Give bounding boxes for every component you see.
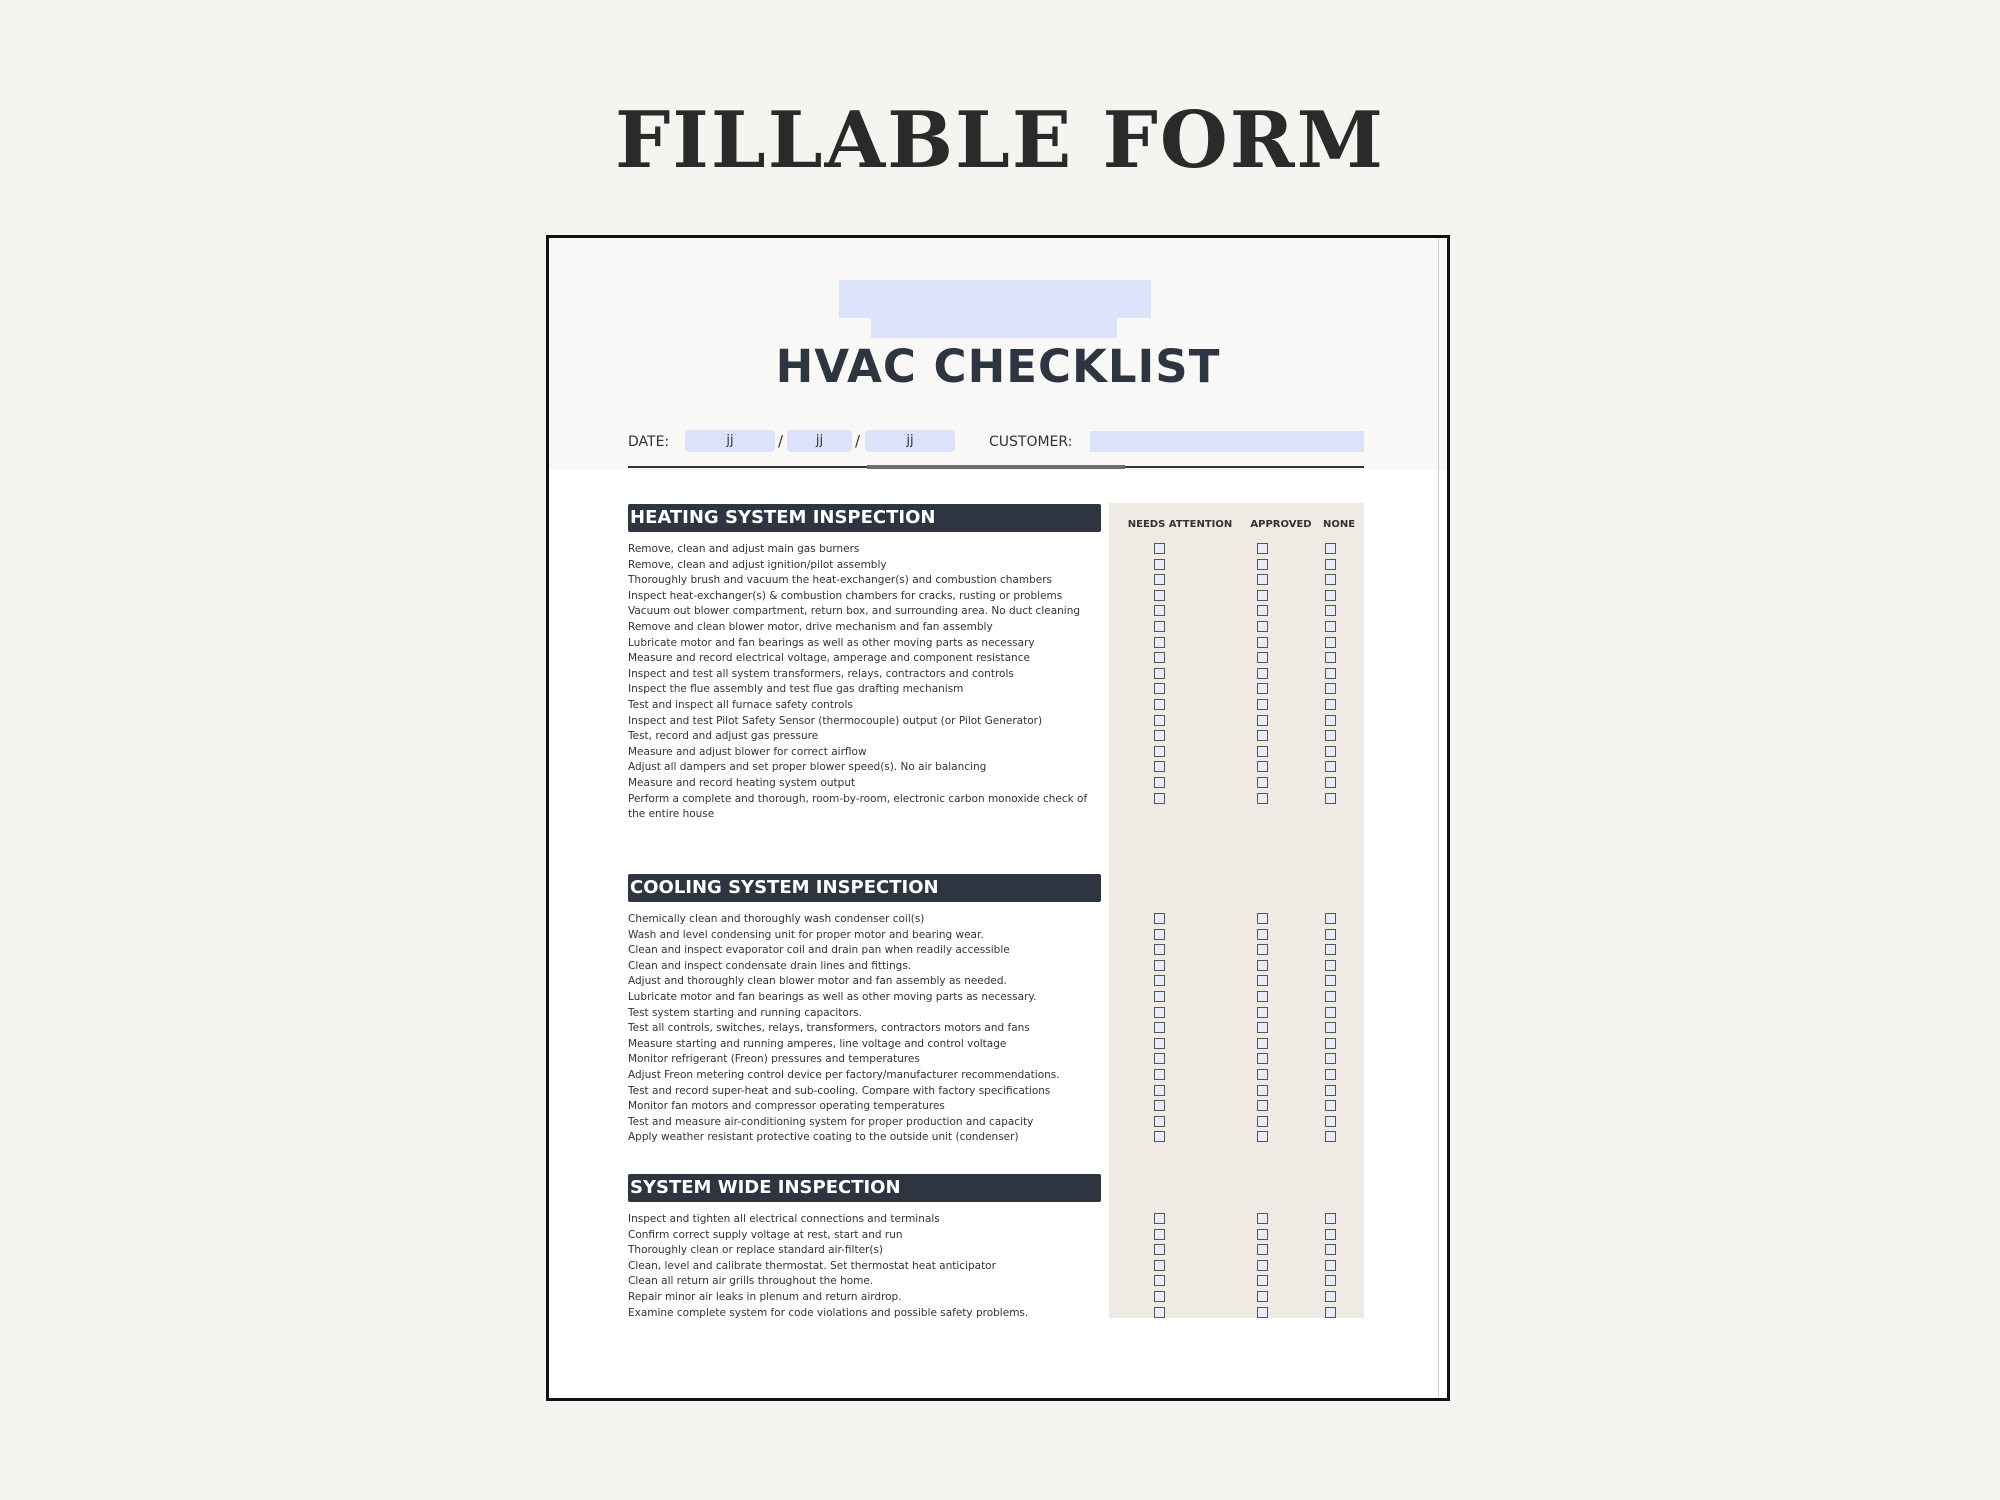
checkbox-needs-attention[interactable] <box>1154 683 1165 694</box>
checklist-row <box>628 698 1364 714</box>
checklist-item-label: Clean all return air grills throughout the home. <box>628 1275 874 1288</box>
checkbox-needs-attention[interactable] <box>1154 621 1165 632</box>
checkbox-none[interactable] <box>1325 1260 1336 1271</box>
checkbox-none[interactable] <box>1325 991 1336 1002</box>
checkbox-approved[interactable] <box>1257 746 1268 757</box>
checklist-row <box>628 620 1364 636</box>
checkbox-approved[interactable] <box>1257 543 1268 554</box>
checkbox-none[interactable] <box>1325 574 1336 585</box>
checkbox-needs-attention[interactable] <box>1154 960 1165 971</box>
checkbox-none[interactable] <box>1325 605 1336 616</box>
checkbox-none[interactable] <box>1325 1053 1336 1064</box>
checkbox-needs-attention[interactable] <box>1154 1244 1165 1255</box>
checkbox-approved[interactable] <box>1257 605 1268 616</box>
banner-title: FILLABLE FORM <box>615 95 1385 186</box>
checkbox-none[interactable] <box>1325 777 1336 788</box>
checkbox-none[interactable] <box>1325 960 1336 971</box>
checklist-item-label: Clean, level and calibrate thermostat. Set thermostat heat anticipator <box>628 1259 996 1272</box>
checklist-item-label: Test, record and adjust gas pressure <box>628 730 819 743</box>
checkbox-none[interactable] <box>1325 929 1336 940</box>
checkbox-approved[interactable] <box>1257 1213 1268 1224</box>
checkbox-approved[interactable] <box>1257 944 1268 955</box>
checklist-item-label: Test all controls, switches, relays, transformers, contractors motors and fans <box>628 1022 1030 1035</box>
section-title: HEATING SYSTEM INSPECTION <box>628 504 1101 532</box>
checkbox-needs-attention[interactable] <box>1154 1307 1165 1318</box>
checklist-row <box>628 1130 1364 1146</box>
checklist-item-label: Test and measure air-conditioning system for proper production and capacity <box>628 1115 1034 1128</box>
checkbox-approved[interactable] <box>1257 668 1268 679</box>
checkbox-needs-attention[interactable] <box>1154 1022 1165 1033</box>
section-heating <box>628 504 1364 823</box>
checkbox-approved[interactable] <box>1257 1275 1268 1286</box>
checkbox-needs-attention[interactable] <box>1154 730 1165 741</box>
date-day-field[interactable]: jj <box>685 430 775 452</box>
checklist-item-label: Adjust and thoroughly clean blower motor and fan assembly as needed. <box>628 975 1007 988</box>
checklist-item-label: Vacuum out blower compartment, return box, and surrounding area. No duct cleaning <box>628 605 1081 618</box>
checklist-item-label: Lubricate motor and fan bearings as well as other moving parts as necessary. <box>628 990 1037 1003</box>
checklist-row <box>628 682 1364 698</box>
checkbox-needs-attention[interactable] <box>1154 777 1165 788</box>
checkbox-needs-attention[interactable] <box>1154 668 1165 679</box>
checklist-row <box>628 558 1364 574</box>
checkbox-approved[interactable] <box>1257 683 1268 694</box>
checkbox-approved[interactable] <box>1257 730 1268 741</box>
checkbox-none[interactable] <box>1325 1229 1336 1240</box>
checkbox-needs-attention[interactable] <box>1154 605 1165 616</box>
checkbox-approved[interactable] <box>1257 1022 1268 1033</box>
checklist-item-label: Inspect and tighten all electrical connections and terminals <box>628 1213 940 1225</box>
checkbox-approved[interactable] <box>1257 1244 1268 1255</box>
checkbox-needs-attention[interactable] <box>1154 991 1165 1002</box>
checkbox-none[interactable] <box>1325 793 1336 804</box>
checkbox-none[interactable] <box>1325 1038 1336 1049</box>
checkbox-needs-attention[interactable] <box>1154 652 1165 663</box>
customer-field[interactable] <box>1090 431 1364 452</box>
checklist-row <box>628 714 1364 730</box>
checkbox-approved[interactable] <box>1257 699 1268 710</box>
checklist-item-label: Remove and clean blower motor, drive mechanism and fan assembly <box>628 620 993 633</box>
checklist-item-label: Measure starting and running amperes, line voltage and control voltage <box>628 1037 1007 1050</box>
checkbox-approved[interactable] <box>1257 1100 1268 1111</box>
checklist-row <box>628 636 1364 652</box>
checklist-row <box>628 1243 1364 1259</box>
checklist-item-label: Thoroughly clean or replace standard air-filter(s) <box>628 1244 884 1257</box>
checklist-row <box>628 928 1364 944</box>
checkbox-needs-attention[interactable] <box>1154 1007 1165 1018</box>
column-header-approved: APPROVED <box>1250 519 1312 530</box>
checkbox-none[interactable] <box>1325 1069 1336 1080</box>
checkbox-none[interactable] <box>1325 1291 1336 1302</box>
checkbox-needs-attention[interactable] <box>1154 1038 1165 1049</box>
checkbox-none[interactable] <box>1325 715 1336 726</box>
checklist-item-label: Remove, clean and adjust ignition/pilot assembly <box>628 558 887 571</box>
checkbox-none[interactable] <box>1325 1116 1336 1127</box>
checkbox-approved[interactable] <box>1257 1085 1268 1096</box>
checkbox-none[interactable] <box>1325 559 1336 570</box>
checkbox-needs-attention[interactable] <box>1154 1069 1165 1080</box>
checkbox-none[interactable] <box>1325 730 1336 741</box>
checkbox-approved[interactable] <box>1257 793 1268 804</box>
date-label: DATE: <box>628 434 670 450</box>
checkbox-none[interactable] <box>1325 1100 1336 1111</box>
checklist-row <box>628 729 1364 745</box>
checklist-row <box>628 776 1364 792</box>
checkbox-none[interactable] <box>1325 1007 1336 1018</box>
checklist-item-label: Test and record super-heat and sub-cooling. Compare with factory specifications <box>628 1084 1051 1097</box>
checklist-row <box>628 604 1364 620</box>
checkbox-none[interactable] <box>1325 652 1336 663</box>
checklist-row <box>628 1021 1364 1037</box>
checklist-row <box>628 1052 1364 1068</box>
checkbox-approved[interactable] <box>1257 975 1268 986</box>
checkbox-needs-attention[interactable] <box>1154 574 1165 585</box>
checkbox-none[interactable] <box>1325 975 1336 986</box>
checkbox-approved[interactable] <box>1257 590 1268 601</box>
checkbox-none[interactable] <box>1325 590 1336 601</box>
header-divider-accent <box>867 465 1125 469</box>
checkbox-needs-attention[interactable] <box>1154 1229 1165 1240</box>
checkbox-approved[interactable] <box>1257 652 1268 663</box>
checkbox-needs-attention[interactable] <box>1154 929 1165 940</box>
checklist-row <box>628 573 1364 589</box>
checkbox-needs-attention[interactable] <box>1154 1116 1165 1127</box>
checkbox-none[interactable] <box>1325 1085 1336 1096</box>
section-title: COOLING SYSTEM INSPECTION <box>628 874 1101 902</box>
checklist-row <box>628 760 1364 776</box>
checkbox-none[interactable] <box>1325 683 1336 694</box>
checkbox-needs-attention[interactable] <box>1154 975 1165 986</box>
checklist-row <box>628 943 1364 959</box>
checkbox-none[interactable] <box>1325 1275 1336 1286</box>
column-header-none: NONE <box>1322 519 1356 530</box>
checkbox-none[interactable] <box>1325 1244 1336 1255</box>
logo-subfield[interactable] <box>871 318 1117 338</box>
date-year-field[interactable]: jj <box>865 430 955 452</box>
checkbox-none[interactable] <box>1325 1213 1336 1224</box>
checkbox-approved[interactable] <box>1257 913 1268 924</box>
checklist-item-label: Perform a complete and thorough, room-by-room, electronic carbon monoxide check of the entire house <box>628 792 1088 821</box>
checkbox-approved[interactable] <box>1257 1038 1268 1049</box>
date-separator: / <box>855 432 861 450</box>
checklist-row <box>628 1228 1364 1244</box>
checkbox-none[interactable] <box>1325 637 1336 648</box>
checklist-row <box>628 990 1364 1006</box>
checkbox-needs-attention[interactable] <box>1154 1260 1165 1271</box>
checkbox-needs-attention[interactable] <box>1154 746 1165 757</box>
checklist-item-label: Measure and record heating system output <box>628 776 856 789</box>
checkbox-needs-attention[interactable] <box>1154 559 1165 570</box>
checklist-row <box>628 1037 1364 1053</box>
checklist-item-label: Adjust Freon metering control device per factory/manufacturer recommendations. <box>628 1068 1060 1081</box>
checklist-row <box>628 974 1364 990</box>
checkbox-approved[interactable] <box>1257 1069 1268 1080</box>
checkbox-none[interactable] <box>1325 1307 1336 1318</box>
checklist-row <box>628 667 1364 683</box>
checkbox-needs-attention[interactable] <box>1154 543 1165 554</box>
checkbox-needs-attention[interactable] <box>1154 1085 1165 1096</box>
checkbox-none[interactable] <box>1325 621 1336 632</box>
checkbox-approved[interactable] <box>1257 991 1268 1002</box>
checkbox-needs-attention[interactable] <box>1154 1131 1165 1142</box>
checkbox-approved[interactable] <box>1257 637 1268 648</box>
checklist-item-label: Test and inspect all furnace safety controls <box>628 698 853 711</box>
checklist-item-label: Thoroughly brush and vacuum the heat-exchanger(s) and combustion chambers <box>628 574 1052 587</box>
checklist-row <box>628 1290 1364 1306</box>
checkbox-approved[interactable] <box>1257 574 1268 585</box>
checklist-item-label: Measure and adjust blower for correct airflow <box>628 745 867 758</box>
checklist-item-label: Apply weather resistant protective coating to the outside unit (condenser) <box>628 1131 1019 1144</box>
checkbox-needs-attention[interactable] <box>1154 699 1165 710</box>
checkbox-needs-attention[interactable] <box>1154 715 1165 726</box>
checklist-item-label: Repair minor air leaks in plenum and return airdrop. <box>628 1290 902 1303</box>
checklist-item-label: Clean and inspect evaporator coil and drain pan when readily accessible <box>628 944 1010 957</box>
form-title: HVAC CHECKLIST <box>775 340 1221 393</box>
checklist-row <box>628 959 1364 975</box>
checkbox-approved[interactable] <box>1257 960 1268 971</box>
checklist-item-label: Inspect and test Pilot Safety Sensor (thermocouple) output (or Pilot Generator) <box>628 714 1043 727</box>
checkbox-none[interactable] <box>1325 699 1336 710</box>
checkbox-approved[interactable] <box>1257 761 1268 772</box>
checklist-item-label: Remove, clean and adjust main gas burners <box>628 543 860 555</box>
checklist-row <box>628 1084 1364 1100</box>
checklist-item-label: Monitor refrigerant (Freon) pressures and temperatures <box>628 1053 920 1066</box>
checkbox-approved[interactable] <box>1257 621 1268 632</box>
checklist-item-label: Examine complete system for code violations and possible safety problems. <box>628 1306 1029 1319</box>
section-system-wide <box>628 1174 1364 1321</box>
logo-field[interactable] <box>839 280 1151 318</box>
checklist-row <box>628 1259 1364 1275</box>
checklist-item-label: Clean and inspect condensate drain lines and fittings. <box>628 959 912 972</box>
checkbox-none[interactable] <box>1325 1022 1336 1033</box>
section-cooling <box>628 874 1364 1146</box>
checkbox-none[interactable] <box>1325 1131 1336 1142</box>
checklist-row <box>628 1306 1364 1322</box>
checklist-row <box>628 1099 1364 1115</box>
checkbox-needs-attention[interactable] <box>1154 1100 1165 1111</box>
checkbox-approved[interactable] <box>1257 1307 1268 1318</box>
checklist-row <box>628 651 1364 667</box>
checklist-row <box>628 1115 1364 1131</box>
checkbox-needs-attention[interactable] <box>1154 761 1165 772</box>
checklist-row <box>628 792 1364 823</box>
checkbox-needs-attention[interactable] <box>1154 590 1165 601</box>
checkbox-needs-attention[interactable] <box>1154 1053 1165 1064</box>
checklist-row <box>628 745 1364 761</box>
checklist-item-label: Inspect and test all system transformers, relays, contractors and controls <box>628 667 1014 680</box>
checkbox-needs-attention[interactable] <box>1154 637 1165 648</box>
checkbox-approved[interactable] <box>1257 777 1268 788</box>
date-month-field[interactable]: jj <box>787 430 852 452</box>
checklist-row <box>628 1068 1364 1084</box>
checkbox-needs-attention[interactable] <box>1154 944 1165 955</box>
checklist-item-label: Inspect heat-exchanger(s) & combustion chambers for cracks, rusting or problems <box>628 589 1063 602</box>
customer-label: CUSTOMER: <box>989 434 1073 450</box>
checklist-item-label: Wash and level condensing unit for proper motor and bearing wear. <box>628 928 984 941</box>
column-header-needs-attention: NEEDS ATTENTION <box>1127 519 1233 530</box>
checklist-row <box>628 1212 1364 1228</box>
checkbox-approved[interactable] <box>1257 1229 1268 1240</box>
form-document <box>546 235 1450 1401</box>
checklist-item-label: Monitor fan motors and compressor operating temperatures <box>628 1100 945 1113</box>
checkbox-none[interactable] <box>1325 543 1336 554</box>
checkbox-needs-attention[interactable] <box>1154 1213 1165 1224</box>
checklist-item-label: Lubricate motor and fan bearings as well as other moving parts as necessary <box>628 636 1035 649</box>
checkbox-approved[interactable] <box>1257 1260 1268 1271</box>
checklist-row <box>628 1274 1364 1290</box>
checklist-item-label: Adjust all dampers and set proper blower speed(s). No air balancing <box>628 761 987 774</box>
checkbox-needs-attention[interactable] <box>1154 913 1165 924</box>
checkbox-none[interactable] <box>1325 668 1336 679</box>
checkbox-needs-attention[interactable] <box>1154 793 1165 804</box>
checkbox-none[interactable] <box>1325 761 1336 772</box>
checklist-row <box>628 589 1364 605</box>
checkbox-approved[interactable] <box>1257 715 1268 726</box>
checkbox-approved[interactable] <box>1257 1053 1268 1064</box>
checklist-item-label: Measure and record electrical voltage, amperage and component resistance <box>628 652 1030 665</box>
date-separator: / <box>778 432 784 450</box>
checklist-row <box>628 1006 1364 1022</box>
checkbox-approved[interactable] <box>1257 1116 1268 1127</box>
checklist-item-label: Inspect the flue assembly and test flue gas drafting mechanism <box>628 683 964 696</box>
checklist-item-label: Confirm correct supply voltage at rest, start and run <box>628 1228 903 1241</box>
checkbox-needs-attention[interactable] <box>1154 1291 1165 1302</box>
checklist-row <box>628 542 1364 558</box>
checklist-item-label: Test system starting and running capacitors. <box>628 1006 862 1019</box>
checkbox-needs-attention[interactable] <box>1154 1275 1165 1286</box>
checkbox-approved[interactable] <box>1257 1007 1268 1018</box>
checkbox-approved[interactable] <box>1257 929 1268 940</box>
checkbox-approved[interactable] <box>1257 1291 1268 1302</box>
checkbox-approved[interactable] <box>1257 1131 1268 1142</box>
checkbox-none[interactable] <box>1325 913 1336 924</box>
section-title: SYSTEM WIDE INSPECTION <box>628 1174 1101 1202</box>
checklist-item-label: Chemically clean and thoroughly wash condenser coil(s) <box>628 913 925 925</box>
checkbox-approved[interactable] <box>1257 559 1268 570</box>
checkbox-none[interactable] <box>1325 944 1336 955</box>
checklist-row <box>628 912 1364 928</box>
checkbox-none[interactable] <box>1325 746 1336 757</box>
